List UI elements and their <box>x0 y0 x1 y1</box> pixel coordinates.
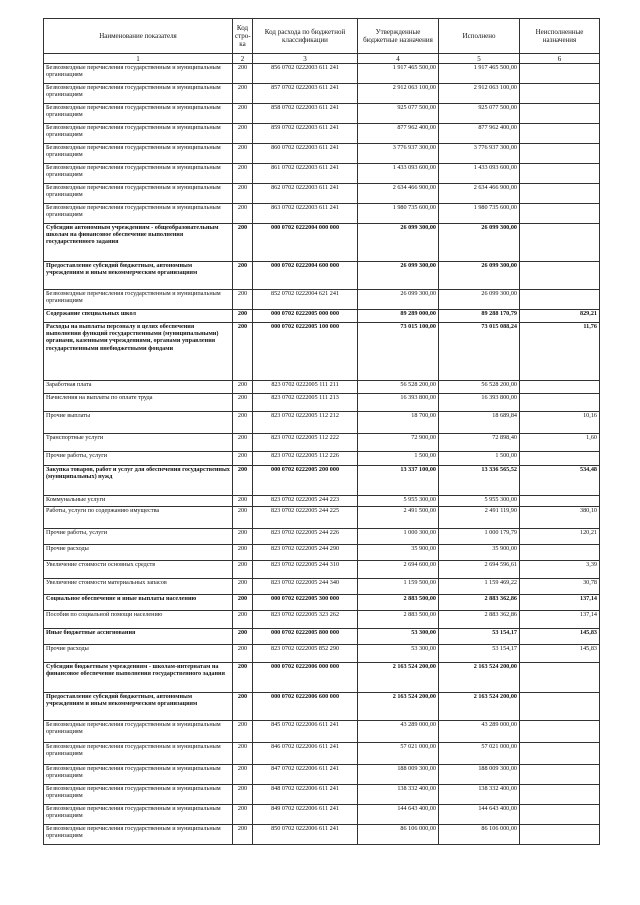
header-name: Наименование показателя <box>44 19 233 54</box>
row-approved: 18 700,00 <box>358 412 439 434</box>
row-class-code: 000 0702 0222004 600 000 <box>253 262 358 290</box>
row-unexecuted <box>520 496 600 507</box>
row-approved: 877 962 400,00 <box>358 124 439 144</box>
row-line-code: 200 <box>233 721 253 743</box>
column-number: 6 <box>520 54 600 64</box>
row-approved: 2 912 063 100,00 <box>358 84 439 104</box>
row-unexecuted <box>520 64 600 84</box>
row-executed: 16 393 800,00 <box>439 394 520 412</box>
row-class-code: 846 0702 0222006 611 241 <box>253 743 358 765</box>
row-name: Прочие расходы <box>44 545 233 561</box>
row-executed: 5 955 300,00 <box>439 496 520 507</box>
row-line-code: 200 <box>233 561 253 579</box>
row-line-code: 200 <box>233 310 253 323</box>
header-approved: Утвержденные бюджетные назначения <box>358 19 439 54</box>
row-approved: 3 776 937 300,00 <box>358 144 439 164</box>
row-executed: 89 288 170,79 <box>439 310 520 323</box>
row-line-code: 200 <box>233 466 253 496</box>
row-line-code: 200 <box>233 381 253 394</box>
row-approved: 35 900,00 <box>358 545 439 561</box>
table-row <box>44 262 600 290</box>
row-executed: 3 776 937 300,00 <box>439 144 520 164</box>
row-line-code: 200 <box>233 595 253 611</box>
row-unexecuted <box>520 805 600 825</box>
row-name: Работы, услуги по содержанию имущества <box>44 507 233 529</box>
row-name: Безвозмездные перечисления государственным и муниципальным организациям <box>44 64 233 84</box>
row-unexecuted <box>520 290 600 310</box>
row-unexecuted: 137,14 <box>520 611 600 629</box>
row-executed: 53 154,17 <box>439 645 520 663</box>
row-class-code: 823 0702 0222005 112 226 <box>253 452 358 466</box>
row-class-code: 852 0702 0222004 621 241 <box>253 290 358 310</box>
table-row <box>44 204 600 224</box>
table-row <box>44 507 600 529</box>
column-number: 5 <box>439 54 520 64</box>
row-line-code: 200 <box>233 507 253 529</box>
table-row <box>44 84 600 104</box>
row-class-code: 858 0702 0222003 611 241 <box>253 104 358 124</box>
row-line-code: 200 <box>233 184 253 204</box>
row-unexecuted <box>520 164 600 184</box>
row-approved: 89 289 000,00 <box>358 310 439 323</box>
header-unexecuted: Неисполненные назначения <box>520 19 600 54</box>
row-unexecuted <box>520 144 600 164</box>
row-name: Субсидии бюджетным учреждениям - школам-интернатам на финансовое обеспечение выполнения государственного задания <box>44 663 233 693</box>
row-unexecuted <box>520 394 600 412</box>
row-name: Начисления на выплаты по оплате труда <box>44 394 233 412</box>
row-executed: 73 015 088,24 <box>439 323 520 381</box>
row-approved: 26 099 300,00 <box>358 224 439 262</box>
header-executed: Исполнено <box>439 19 520 54</box>
row-class-code: 859 0702 0222003 611 241 <box>253 124 358 144</box>
row-unexecuted <box>520 721 600 743</box>
row-class-code: 823 0702 0222005 244 290 <box>253 545 358 561</box>
row-executed: 877 962 400,00 <box>439 124 520 144</box>
row-executed: 925 077 500,00 <box>439 104 520 124</box>
row-line-code: 200 <box>233 394 253 412</box>
row-executed: 1 433 093 600,00 <box>439 164 520 184</box>
row-unexecuted: 145,83 <box>520 629 600 645</box>
row-approved: 2 883 500,00 <box>358 611 439 629</box>
row-name: Безвозмездные перечисления государственным и муниципальным организациям <box>44 743 233 765</box>
row-class-code: 823 0702 0222005 244 310 <box>253 561 358 579</box>
column-number: 2 <box>233 54 253 64</box>
row-executed: 18 689,84 <box>439 412 520 434</box>
row-executed: 2 694 596,61 <box>439 561 520 579</box>
row-line-code: 200 <box>233 84 253 104</box>
row-name: Прочие расходы <box>44 645 233 663</box>
row-executed: 57 021 000,00 <box>439 743 520 765</box>
row-class-code: 823 0702 0222005 244 340 <box>253 579 358 595</box>
table-row <box>44 629 600 645</box>
row-executed: 1 980 735 600,00 <box>439 204 520 224</box>
row-name: Безвозмездные перечисления государственным и муниципальным организациям <box>44 805 233 825</box>
row-unexecuted <box>520 452 600 466</box>
row-executed: 86 106 000,00 <box>439 825 520 845</box>
row-class-code: 000 0702 0222006 000 000 <box>253 663 358 693</box>
row-class-code: 823 0702 0222005 112 212 <box>253 412 358 434</box>
row-line-code: 200 <box>233 290 253 310</box>
row-name: Субсидии автономным учреждениям - общеобразовательным школам на финансовое обеспечение выполнения государственного задания <box>44 224 233 262</box>
table-row <box>44 785 600 805</box>
table-body <box>44 64 600 845</box>
row-executed: 2 163 524 200,00 <box>439 693 520 721</box>
row-class-code: 823 0702 0222005 244 225 <box>253 507 358 529</box>
row-unexecuted <box>520 184 600 204</box>
table-row <box>44 765 600 785</box>
row-unexecuted <box>520 124 600 144</box>
column-number: 1 <box>44 54 233 64</box>
row-approved: 72 900,00 <box>358 434 439 452</box>
column-number: 4 <box>358 54 439 64</box>
row-unexecuted: 380,10 <box>520 507 600 529</box>
row-executed: 144 643 400,00 <box>439 805 520 825</box>
row-executed: 56 528 200,00 <box>439 381 520 394</box>
row-class-code: 000 0702 0222005 200 000 <box>253 466 358 496</box>
row-unexecuted <box>520 381 600 394</box>
row-unexecuted <box>520 785 600 805</box>
row-line-code: 200 <box>233 579 253 595</box>
row-name: Безвозмездные перечисления государственным и муниципальным организациям <box>44 184 233 204</box>
row-name: Безвозмездные перечисления государственным и муниципальным организациям <box>44 124 233 144</box>
row-name: Пособия по социальной помощи населению <box>44 611 233 629</box>
row-executed: 138 332 400,00 <box>439 785 520 805</box>
row-executed: 188 009 300,00 <box>439 765 520 785</box>
table-row <box>44 466 600 496</box>
row-unexecuted <box>520 545 600 561</box>
row-approved: 5 955 300,00 <box>358 496 439 507</box>
row-class-code: 000 0702 0222005 100 000 <box>253 323 358 381</box>
row-name: Безвозмездные перечисления государственным и муниципальным организациям <box>44 825 233 845</box>
table-row <box>44 545 600 561</box>
row-unexecuted <box>520 204 600 224</box>
row-executed: 1 917 465 500,00 <box>439 64 520 84</box>
row-unexecuted <box>520 765 600 785</box>
row-line-code: 200 <box>233 204 253 224</box>
row-unexecuted <box>520 825 600 845</box>
table-row <box>44 323 600 381</box>
column-number-row <box>44 54 600 64</box>
header-row <box>44 19 600 54</box>
table-row <box>44 663 600 693</box>
row-approved: 26 099 300,00 <box>358 262 439 290</box>
row-approved: 56 528 200,00 <box>358 381 439 394</box>
row-name: Безвозмездные перечисления государственным и муниципальным организациям <box>44 104 233 124</box>
row-name: Безвозмездные перечисления государственным и муниципальным организациям <box>44 204 233 224</box>
row-name: Безвозмездные перечисления государственным и муниципальным организациям <box>44 144 233 164</box>
row-unexecuted <box>520 224 600 262</box>
row-class-code: 849 0702 0222006 611 241 <box>253 805 358 825</box>
table-row <box>44 381 600 394</box>
row-unexecuted: 120,21 <box>520 529 600 545</box>
row-name: Безвозмездные перечисления государственным и муниципальным организациям <box>44 765 233 785</box>
row-class-code: 863 0702 0222003 611 241 <box>253 204 358 224</box>
row-line-code: 200 <box>233 64 253 84</box>
row-unexecuted: 10,16 <box>520 412 600 434</box>
row-class-code: 823 0702 0222005 111 213 <box>253 394 358 412</box>
row-executed: 26 099 300,00 <box>439 262 520 290</box>
row-line-code: 200 <box>233 496 253 507</box>
row-class-code: 850 0702 0222006 611 241 <box>253 825 358 845</box>
row-class-code: 823 0702 0222005 852 290 <box>253 645 358 663</box>
row-class-code: 000 0702 0222005 300 000 <box>253 595 358 611</box>
row-name: Предоставление субсидий бюджетным, автономным учреждениям и иным некоммерческим организациям <box>44 262 233 290</box>
row-class-code: 845 0702 0222006 611 241 <box>253 721 358 743</box>
row-line-code: 200 <box>233 663 253 693</box>
table-row <box>44 529 600 545</box>
table-row <box>44 611 600 629</box>
row-name: Безвозмездные перечисления государственным и муниципальным организациям <box>44 785 233 805</box>
row-name: Заработная плата <box>44 381 233 394</box>
row-approved: 1 500,00 <box>358 452 439 466</box>
row-line-code: 200 <box>233 452 253 466</box>
row-unexecuted: 534,48 <box>520 466 600 496</box>
row-unexecuted: 30,78 <box>520 579 600 595</box>
row-line-code: 200 <box>233 323 253 381</box>
table-row <box>44 310 600 323</box>
table-row <box>44 412 600 434</box>
row-unexecuted: 137,14 <box>520 595 600 611</box>
row-class-code: 823 0702 0222005 112 222 <box>253 434 358 452</box>
table-row <box>44 693 600 721</box>
row-name: Закупка товаров, работ и услуг для обеспечения государственных (муниципальных) нужд <box>44 466 233 496</box>
row-executed: 2 883 362,86 <box>439 595 520 611</box>
row-executed: 1 000 179,79 <box>439 529 520 545</box>
row-line-code: 200 <box>233 434 253 452</box>
row-name: Содержание специальных школ <box>44 310 233 323</box>
row-approved: 73 015 100,00 <box>358 323 439 381</box>
table-row <box>44 743 600 765</box>
row-executed: 26 099 300,00 <box>439 224 520 262</box>
budget-table <box>43 18 600 845</box>
row-class-code: 000 0702 0222005 000 000 <box>253 310 358 323</box>
row-class-code: 823 0702 0222005 111 211 <box>253 381 358 394</box>
row-name: Увеличение стоимости материальных запасов <box>44 579 233 595</box>
row-line-code: 200 <box>233 629 253 645</box>
row-unexecuted: 3,39 <box>520 561 600 579</box>
table-row <box>44 721 600 743</box>
row-approved: 1 433 093 600,00 <box>358 164 439 184</box>
row-approved: 57 021 000,00 <box>358 743 439 765</box>
row-executed: 43 289 000,00 <box>439 721 520 743</box>
table-row <box>44 579 600 595</box>
row-class-code: 857 0702 0222003 611 241 <box>253 84 358 104</box>
table-row <box>44 452 600 466</box>
row-name: Иные бюджетные ассигнования <box>44 629 233 645</box>
row-line-code: 200 <box>233 164 253 184</box>
row-class-code: 823 0702 0222005 323 262 <box>253 611 358 629</box>
table-row <box>44 561 600 579</box>
table-row <box>44 184 600 204</box>
row-line-code: 200 <box>233 262 253 290</box>
row-approved: 86 106 000,00 <box>358 825 439 845</box>
table-row <box>44 595 600 611</box>
row-approved: 53 300,00 <box>358 645 439 663</box>
table-row <box>44 290 600 310</box>
row-name: Транспортные услуги <box>44 434 233 452</box>
row-approved: 1 917 465 500,00 <box>358 64 439 84</box>
row-executed: 53 154,17 <box>439 629 520 645</box>
row-unexecuted <box>520 84 600 104</box>
table-row <box>44 805 600 825</box>
table-row <box>44 164 600 184</box>
row-executed: 2 491 119,90 <box>439 507 520 529</box>
row-class-code: 862 0702 0222003 611 241 <box>253 184 358 204</box>
row-name: Коммунальные услуги <box>44 496 233 507</box>
table-row <box>44 496 600 507</box>
row-name: Прочие работы, услуги <box>44 529 233 545</box>
row-approved: 138 332 400,00 <box>358 785 439 805</box>
row-unexecuted <box>520 693 600 721</box>
row-approved: 2 491 500,00 <box>358 507 439 529</box>
row-approved: 2 883 500,00 <box>358 595 439 611</box>
row-name: Безвозмездные перечисления государственным и муниципальным организациям <box>44 164 233 184</box>
row-approved: 13 337 100,00 <box>358 466 439 496</box>
row-class-code: 860 0702 0222003 611 241 <box>253 144 358 164</box>
row-line-code: 200 <box>233 611 253 629</box>
row-name: Социальное обеспечение и иные выплаты населению <box>44 595 233 611</box>
row-executed: 2 912 063 100,00 <box>439 84 520 104</box>
row-class-code: 000 0702 0222005 800 000 <box>253 629 358 645</box>
header-class-code: Код расхода по бюджетной классификации <box>253 19 358 54</box>
row-name: Безвозмездные перечисления государственным и муниципальным организациям <box>44 84 233 104</box>
table-row <box>44 825 600 845</box>
row-name: Прочие работы, услуги <box>44 452 233 466</box>
row-line-code: 200 <box>233 529 253 545</box>
row-approved: 43 289 000,00 <box>358 721 439 743</box>
row-line-code: 200 <box>233 765 253 785</box>
row-executed: 26 099 300,00 <box>439 290 520 310</box>
row-executed: 2 163 524 200,00 <box>439 663 520 693</box>
row-class-code: 861 0702 0222003 611 241 <box>253 164 358 184</box>
table-row <box>44 394 600 412</box>
row-executed: 35 900,00 <box>439 545 520 561</box>
row-line-code: 200 <box>233 805 253 825</box>
row-executed: 2 883 362,86 <box>439 611 520 629</box>
table-row <box>44 224 600 262</box>
row-unexecuted <box>520 262 600 290</box>
row-line-code: 200 <box>233 144 253 164</box>
row-approved: 2 694 600,00 <box>358 561 439 579</box>
row-approved: 1 159 500,00 <box>358 579 439 595</box>
row-unexecuted <box>520 663 600 693</box>
row-class-code: 823 0702 0222005 244 223 <box>253 496 358 507</box>
row-approved: 2 163 524 200,00 <box>358 663 439 693</box>
row-name: Расходы на выплаты персоналу в целях обеспечения выполнения функций государственными (муниципальными) органами, казенными учреждениями, органами управления государственными внебюджетными фондами <box>44 323 233 381</box>
row-approved: 925 077 500,00 <box>358 104 439 124</box>
row-approved: 53 300,00 <box>358 629 439 645</box>
row-name: Безвозмездные перечисления государственным и муниципальным организациям <box>44 290 233 310</box>
row-line-code: 200 <box>233 412 253 434</box>
row-line-code: 200 <box>233 743 253 765</box>
row-approved: 2 634 466 900,00 <box>358 184 439 204</box>
row-executed: 2 634 466 900,00 <box>439 184 520 204</box>
row-approved: 144 643 400,00 <box>358 805 439 825</box>
row-line-code: 200 <box>233 645 253 663</box>
row-unexecuted <box>520 743 600 765</box>
table-row <box>44 144 600 164</box>
row-unexecuted: 829,21 <box>520 310 600 323</box>
row-class-code: 823 0702 0222005 244 226 <box>253 529 358 545</box>
row-unexecuted: 145,83 <box>520 645 600 663</box>
row-approved: 2 163 524 200,00 <box>358 693 439 721</box>
row-executed: 72 898,40 <box>439 434 520 452</box>
table-row <box>44 645 600 663</box>
row-name: Предоставление субсидий бюджетным, автономным учреждениям и иным некоммерческим организациям <box>44 693 233 721</box>
row-class-code: 000 0702 0222004 000 000 <box>253 224 358 262</box>
row-approved: 1 000 300,00 <box>358 529 439 545</box>
row-line-code: 200 <box>233 693 253 721</box>
header-line-code: Код стро-ка <box>233 19 253 54</box>
column-number: 3 <box>253 54 358 64</box>
row-unexecuted <box>520 104 600 124</box>
row-line-code: 200 <box>233 104 253 124</box>
row-class-code: 847 0702 0222006 611 241 <box>253 765 358 785</box>
row-name: Прочие выплаты <box>44 412 233 434</box>
table-row <box>44 64 600 84</box>
table-row <box>44 104 600 124</box>
row-line-code: 200 <box>233 825 253 845</box>
row-approved: 1 980 735 600,00 <box>358 204 439 224</box>
row-name: Увеличение стоимости основных средств <box>44 561 233 579</box>
row-executed: 13 336 565,52 <box>439 466 520 496</box>
row-approved: 26 099 300,00 <box>358 290 439 310</box>
row-unexecuted: 1,60 <box>520 434 600 452</box>
row-unexecuted: 11,76 <box>520 323 600 381</box>
row-line-code: 200 <box>233 224 253 262</box>
row-approved: 16 393 800,00 <box>358 394 439 412</box>
row-class-code: 856 0702 0222003 611 241 <box>253 64 358 84</box>
row-class-code: 000 0702 0222006 600 000 <box>253 693 358 721</box>
row-name: Безвозмездные перечисления государственным и муниципальным организациям <box>44 721 233 743</box>
row-approved: 188 009 300,00 <box>358 765 439 785</box>
table-row <box>44 124 600 144</box>
row-executed: 1 500,00 <box>439 452 520 466</box>
row-class-code: 848 0702 0222006 611 241 <box>253 785 358 805</box>
row-line-code: 200 <box>233 785 253 805</box>
row-line-code: 200 <box>233 545 253 561</box>
row-executed: 1 159 469,22 <box>439 579 520 595</box>
budget-report-page <box>43 18 599 845</box>
table-row <box>44 434 600 452</box>
row-line-code: 200 <box>233 124 253 144</box>
